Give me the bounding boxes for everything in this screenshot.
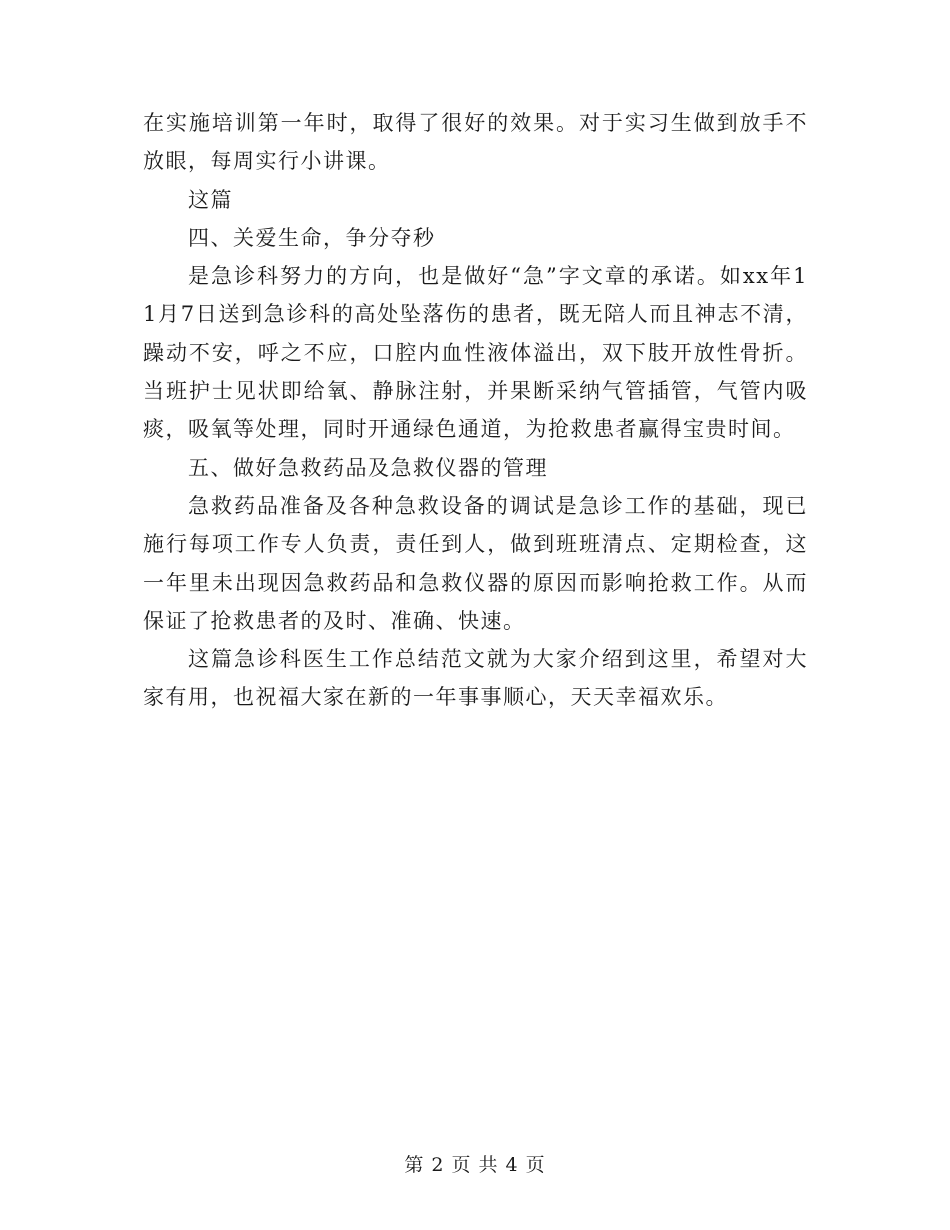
page-number-footer: 第 2 页 共 4 页 — [404, 1154, 546, 1176]
paragraph-training: 在实施培训第一年时，取得了很好的效果。对于实习生做到放手不放眼，每周实行小讲课。 — [143, 111, 808, 174]
section-heading-4: 四、关爱生命，争分夺秒 — [188, 225, 436, 250]
paragraph-equipment-management: 急救药品准备及各种急救设备的调试是急诊工作的基础，现已施行每项工作专人负责，责任到人，做到班班清点、定期检查，这一年里未出现因急救药品和急救仪器的原因而影响抢救工作。从而保证了抢救患者的及时、准确、快速。 — [143, 493, 808, 633]
paragraph-this-article: 这篇 — [188, 187, 233, 212]
document-body — [143, 104, 808, 717]
section-heading-5: 五、做好急救药品及急救仪器的管理 — [188, 455, 548, 480]
paragraph-closing: 这篇急诊科医生工作总结范文就为大家介绍到这里，希望对大家有用，也祝福大家在新的一年事事顺心，天天幸福欢乐。 — [143, 647, 808, 710]
paragraph-emergency-case: 是急诊科努力的方向，也是做好“急”字文章的承诺。如xx年11月7日送到急诊科的高处坠落伤的患者，既无陪人而且神志不清，躁动不安，呼之不应，口腔内血性液体溢出，双下肢开放性骨折。当班护士见状即给氧、静脉注射，并果断采纳气管插管，气管内吸痰，吸氧等处理，同时开通绿色通道，为抢救患者赢得宝贵时间。 — [143, 264, 808, 442]
